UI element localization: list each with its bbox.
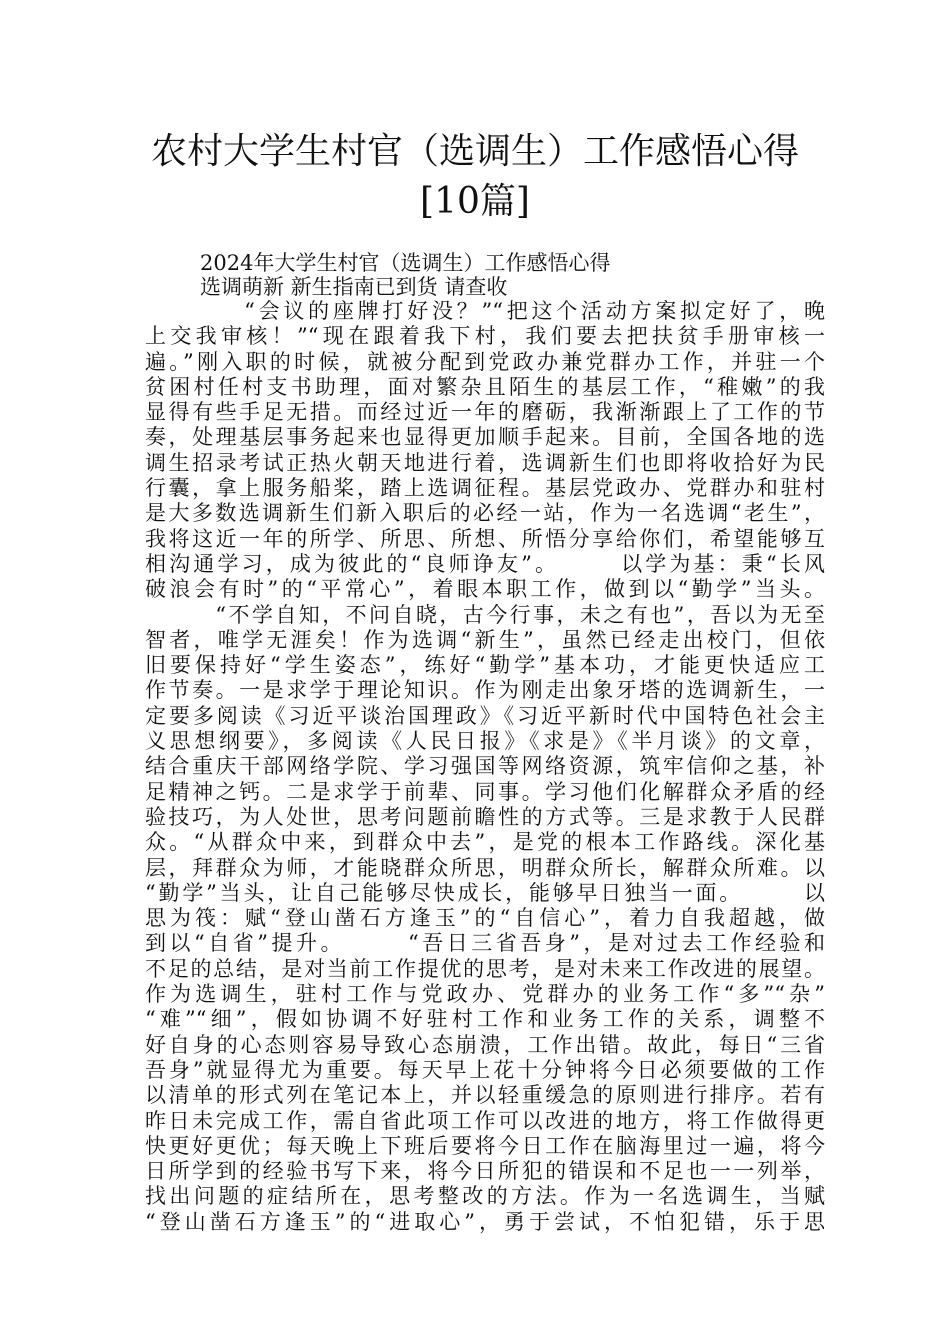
body-line: “不学自知，不问自晓，古今行事，未之有也”，吾以为无至 [145, 602, 825, 627]
body-line: 遍。”刚入职的时候，就被分配到党政办兼党群办工作，并驻一个 [145, 349, 825, 374]
body-line: 相沟通学习，成为彼此的“良师诤友”。 以学为基：秉“长风 [145, 551, 825, 576]
body-line: “会议的座牌打好没？”“把这个活动方案拟定好了，晚 [145, 299, 825, 323]
body-line: 旧要保持好“学生姿态”，练好“勤学”基本功，才能更快适应工 [145, 653, 825, 678]
body-line: 以清单的形式列在笔记本上，并以轻重缓急的原则进行排序。若有 [145, 1083, 825, 1108]
body-line: 不足的总结，是对当前工作提优的思考，是对未来工作改进的展望。 [145, 956, 825, 981]
body-line: 结合重庆干部网络学院、学习强国等网络资源，筑牢信仰之基，补 [145, 754, 825, 779]
body-line: “登山凿石方逢玉”的“进取心”，勇于尝试，不怕犯错，乐于思 [145, 1209, 825, 1234]
body-line: 昨日未完成工作，需自省此项工作可以改进的地方，将工作做得更 [145, 1108, 825, 1133]
body-line: 快更好更优；每天晚上下班后要将今日工作在脑海里过一遍，将今 [145, 1133, 825, 1158]
body-line: 义思想纲要》，多阅读《人民日报》《求是》《半月谈》的文章， [145, 729, 825, 754]
body-line: 调生招录考试正热火朝天地进行着，选调新生们也即将收拾好为民 [145, 450, 825, 475]
body-line: 是大多数选调新生们新入职后的必经一站，作为一名选调“老生”， [145, 501, 825, 526]
body-line: 行囊，拿上服务船桨，踏上选调征程。基层党政办、党群办和驻村 [145, 476, 825, 501]
body-line: 思为筏：赋“登山凿石方逢玉”的“自信心”，着力自我超越，做 [145, 906, 825, 931]
body-line: 智者，唯学无涯矣！作为选调“新生”，虽然已经走出校门，但依 [145, 627, 825, 652]
body-line: 奏，处理基层事务起来也显得更加顺手起来。目前，全国各地的选 [145, 425, 825, 450]
body-line: 层，拜群众为师，才能晓群众所思，明群众所长，解群众所难。以 [145, 855, 825, 880]
body-line: “难”“细”，假如协调不好驻村工作和业务工作的关系，调整不 [145, 1007, 825, 1032]
body-line: 找出问题的症结所在，思考整改的方法。作为一名选调生，当赋 [145, 1184, 825, 1209]
body-line: 显得有些手足无措。而经过近一年的磨砺，我渐渐跟上了工作的节 [145, 400, 825, 425]
body-line: 上交我审核！”“现在跟着我下村，我们要去把扶贫手册审核一 [145, 324, 825, 349]
body-line: 到以“自省”提升。 “吾日三省吾身”，是对过去工作经验和 [145, 931, 825, 956]
body-line: 足精神之钙。二是求学于前辈、同事。学习他们化解群众矛盾的经 [145, 779, 825, 804]
body-line: 验技巧，为人处世，思考问题前瞻性的方式等。三是求教于人民群 [145, 804, 825, 829]
subtitle-line-2: 选调萌新 新生指南已到货 请查收 [200, 275, 508, 299]
body-line: 作为选调生，驻村工作与党政办、党群办的业务工作“多”“杂” [145, 982, 825, 1007]
body-line: 好自身的心态则容易导致心态崩溃，工作出错。故此，每日“三省 [145, 1032, 825, 1057]
body-line: 我将这近一年的所学、所思、所想、所悟分享给你们，希望能够互 [145, 526, 825, 551]
body-text [145, 299, 825, 1235]
body-line: 破浪会有时”的“平常心”，着眼本职工作，做到以“勤学”当头。 [145, 577, 825, 602]
document-title-line-1: 农村大学生村官（选调生）工作感悟心得 [150, 131, 799, 172]
body-line: 吾身”就显得尤为重要。每天早上花十分钟将今日必须要做的工作 [145, 1057, 825, 1082]
body-line: 众。“从群众中来，到群众中去”，是党的根本工作路线。深化基 [145, 830, 825, 855]
body-line: 贫困村任村支书助理，面对繁杂且陌生的基层工作，“稚嫩”的我 [145, 374, 825, 399]
subtitle-line-1: 2024年大学生村官（选调生）工作感悟心得 [200, 251, 611, 275]
body-line: “勤学”当头，让自己能够尽快成长，能够早日独当一面。 以 [145, 880, 825, 905]
document-title-line-2: [10篇] [420, 181, 530, 222]
body-line: 日所学到的经验书写下来，将今日所犯的错误和不足也一一列举， [145, 1159, 825, 1184]
body-line: 定要多阅读《习近平谈治国理政》《习近平新时代中国特色社会主 [145, 703, 825, 728]
body-line: 作节奏。一是求学于理论知识。作为刚走出象牙塔的选调新生，一 [145, 678, 825, 703]
